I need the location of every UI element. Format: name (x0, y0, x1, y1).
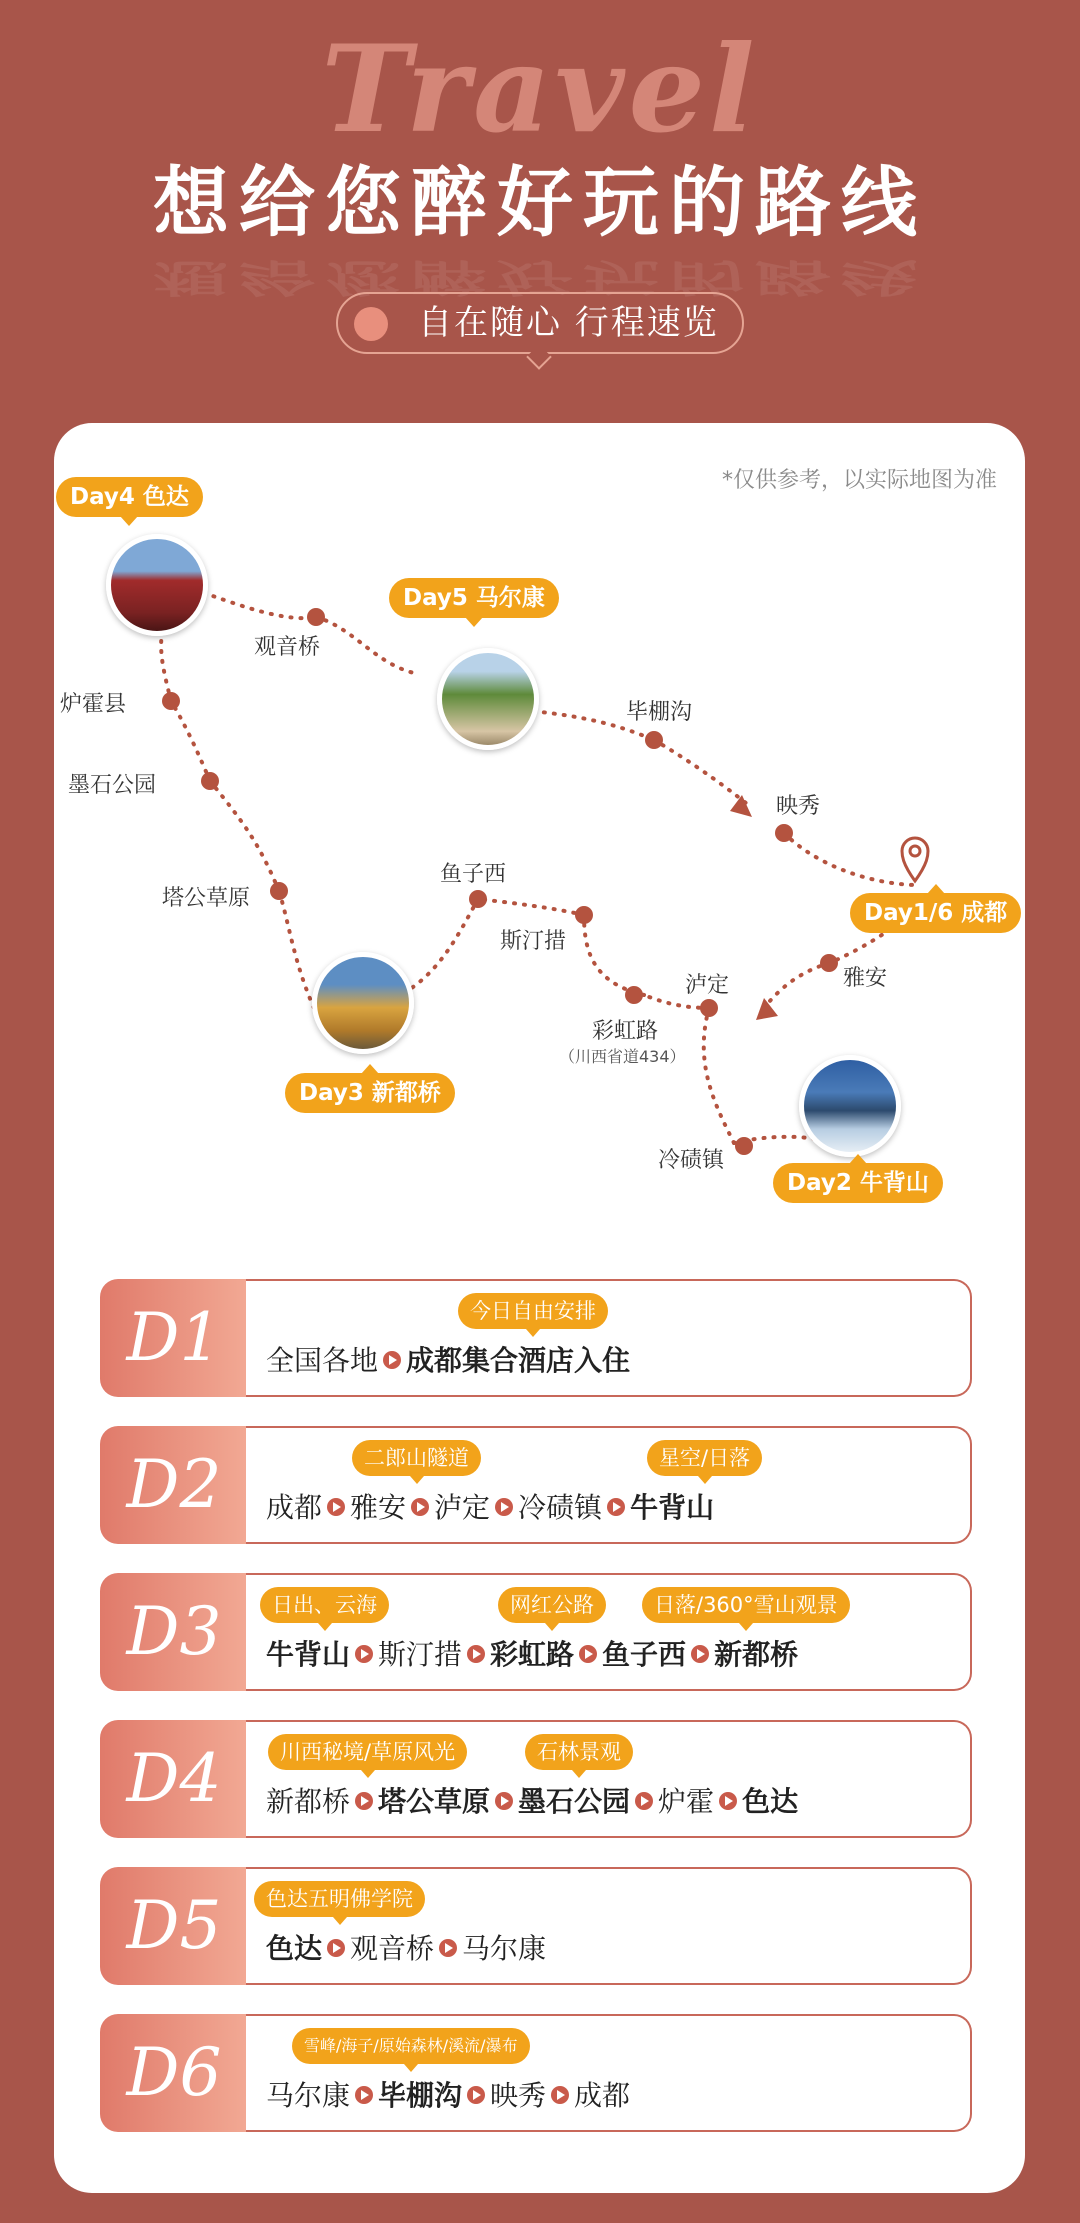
route-sitingcuo-yuzixi (478, 899, 584, 915)
route-stop: 墨石公园 (518, 1785, 631, 1818)
dot-yuzixi (469, 890, 487, 908)
dot-lengqi (735, 1137, 753, 1155)
route-stop: 鱼子西 (602, 1638, 687, 1671)
dot-yaan (820, 954, 838, 972)
route-stop: 冷碛镇 (518, 1491, 603, 1524)
dot-bipenggou (645, 731, 663, 749)
day-badge: D4 (100, 1720, 248, 1838)
route-stop: 牛背山 (630, 1491, 715, 1524)
route-yaan-luding (764, 963, 829, 1008)
next-arrow-icon (495, 1498, 513, 1516)
route-line (266, 1486, 714, 1526)
day-route (246, 1279, 972, 1397)
route-stop: 马尔康 (462, 1932, 547, 1965)
day-route (246, 1573, 972, 1691)
day-route (246, 1867, 972, 1985)
next-arrow-icon (327, 1498, 345, 1516)
route-line (266, 1633, 798, 1673)
arrow-yingxiu (730, 795, 752, 817)
stop-yuzixi: 鱼子西 (440, 862, 507, 887)
route-stop: 塔公草原 (378, 1785, 491, 1818)
route-stop: 马尔康 (266, 2079, 351, 2112)
route-line (266, 1780, 798, 1820)
day-route (246, 2014, 972, 2132)
next-arrow-icon (327, 1939, 345, 1957)
day-row-6 (100, 2014, 972, 2132)
route-stop: 色达 (742, 1785, 799, 1818)
xinduqiao-photo (312, 952, 414, 1054)
day-row-1 (100, 1279, 972, 1397)
route-tagong-moshi (210, 781, 279, 891)
highlight-tag: 石林景观 (525, 1734, 633, 1770)
route-stop: 雅安 (350, 1491, 407, 1524)
route-stop: 斯汀措 (378, 1638, 463, 1671)
route-stop: 成都集合酒店入住 (406, 1344, 631, 1377)
route-stop: 新都桥 (266, 1785, 351, 1818)
next-arrow-icon (719, 1792, 737, 1810)
seda-photo (106, 534, 208, 636)
day-row-3 (100, 1573, 972, 1691)
day-row-4 (100, 1720, 972, 1838)
stop-caihonglu-sub: （川西省道434） (559, 1047, 686, 1066)
stop-tagong: 塔公草原 (162, 886, 251, 911)
dot-sitingcuo (575, 906, 593, 924)
highlight-tag: 雪峰/海子/原始森林/溪流/瀑布 (292, 2028, 530, 2064)
next-arrow-icon (635, 1792, 653, 1810)
day-badge: D5 (100, 1867, 248, 1985)
maerkang-photo (437, 648, 539, 750)
next-arrow-icon (355, 1792, 373, 1810)
stop-guanyinqiao: 观音桥 (254, 635, 321, 660)
route-stop: 成都 (266, 1491, 323, 1524)
tag-day2: Day2 牛背山 (773, 1163, 943, 1203)
highlight-tag: 网红公路 (498, 1587, 606, 1623)
day-row-2 (100, 1426, 972, 1544)
route-moshi-luhuo (171, 701, 210, 781)
route-stop: 观音桥 (350, 1932, 435, 1965)
route-xinduqiao-tagong (279, 891, 314, 1008)
chengdu-pin-icon (902, 838, 928, 881)
stop-caihonglu: 彩虹路 (592, 1019, 659, 1044)
stop-lengqi: 冷碛镇 (658, 1148, 725, 1173)
route-seda-guanyinqiao (204, 593, 316, 618)
route-line (266, 1927, 546, 1967)
next-arrow-icon (467, 1645, 485, 1663)
route-bipenggou-yingxiu (654, 740, 752, 808)
day-badge: D6 (100, 2014, 248, 2132)
next-arrow-icon (467, 2086, 485, 2104)
travel-script-title: Travel (321, 19, 759, 160)
tag-day3: Day3 新都桥 (285, 1073, 455, 1113)
route-luhuo-seda (161, 633, 171, 701)
stop-sitingcuo: 斯汀措 (500, 929, 567, 954)
tag-day5: Day5 马尔康 (389, 578, 559, 618)
next-arrow-icon (551, 2086, 569, 2104)
next-arrow-icon (383, 1351, 401, 1369)
stop-moshi: 墨石公园 (68, 773, 157, 798)
day-badge: D3 (100, 1573, 248, 1691)
route-stop: 牛背山 (266, 1638, 351, 1671)
map-disclaimer: *仅供参考，以实际地图为准 (721, 468, 997, 493)
next-arrow-icon (579, 1645, 597, 1663)
dot-luhuo (162, 692, 180, 710)
dot-yingxiu (775, 824, 793, 842)
stop-luhuo: 炉霍县 (60, 692, 127, 717)
route-yingxiu-chengdu (784, 833, 914, 885)
route-stop: 彩虹路 (490, 1638, 575, 1671)
route-stop: 炉霍 (658, 1785, 715, 1818)
pill-text: 自在随心 行程速览 (418, 303, 719, 343)
day-badge: D1 (100, 1279, 248, 1397)
day-badge: D2 (100, 1426, 248, 1544)
highlight-tag: 川西秘境/草原风光 (268, 1734, 467, 1770)
route-card (54, 423, 1025, 2193)
stop-yaan: 雅安 (843, 966, 888, 991)
headline-reflection: 想给您醉好玩的路线 (153, 255, 927, 300)
highlight-tag: 二郎山隧道 (352, 1440, 481, 1476)
tag-day4: Day4 色达 (56, 477, 203, 517)
highlight-tag: 色达五明佛学院 (254, 1881, 425, 1917)
stop-bipenggou: 毕棚沟 (626, 700, 693, 725)
route-stop: 成都 (574, 2079, 631, 2112)
route-stop: 映秀 (490, 2079, 547, 2112)
highlight-tag: 日落/360°雪山观景 (642, 1587, 850, 1623)
route-stop: 新都桥 (714, 1638, 799, 1671)
next-arrow-icon (439, 1939, 457, 1957)
day-route (246, 1720, 972, 1838)
route-caihong-sitingcuo (584, 915, 644, 995)
tag-day1: Day1/6 成都 (850, 893, 1021, 933)
next-arrow-icon (355, 2086, 373, 2104)
route-stop: 泸定 (434, 1491, 491, 1524)
arrow-luding (756, 998, 778, 1020)
route-luding-lengqi (704, 1008, 734, 1143)
route-stop: 毕棚沟 (378, 2079, 463, 2112)
highlight-tag: 日出、云海 (260, 1587, 389, 1623)
stop-yingxiu: 映秀 (776, 794, 821, 819)
dot-caihong (625, 986, 643, 1004)
next-arrow-icon (607, 1498, 625, 1516)
niubeishan-photo (799, 1055, 901, 1157)
day-row-5 (100, 1867, 972, 1985)
stop-luding: 泸定 (685, 973, 730, 998)
next-arrow-icon (411, 1498, 429, 1516)
next-arrow-icon (495, 1792, 513, 1810)
highlight-tag: 今日自由安排 (458, 1293, 608, 1329)
dot-moshi (201, 772, 219, 790)
dot-guanyinqiao (307, 608, 325, 626)
dot-luding (700, 999, 718, 1017)
pill-dot-icon (354, 307, 388, 341)
highlight-tag: 星空/日落 (647, 1440, 762, 1476)
route-stop: 色达 (266, 1932, 323, 1965)
next-arrow-icon (355, 1645, 373, 1663)
page-headline: 想给您醉好玩的路线 (153, 158, 927, 247)
next-arrow-icon (691, 1645, 709, 1663)
route-line (266, 2074, 630, 2114)
day-route (246, 1426, 972, 1544)
route-guanyinqiao-maerkang (316, 617, 414, 673)
route-line (266, 1339, 630, 1379)
route-stop: 全国各地 (266, 1344, 379, 1377)
dot-tagong (270, 882, 288, 900)
